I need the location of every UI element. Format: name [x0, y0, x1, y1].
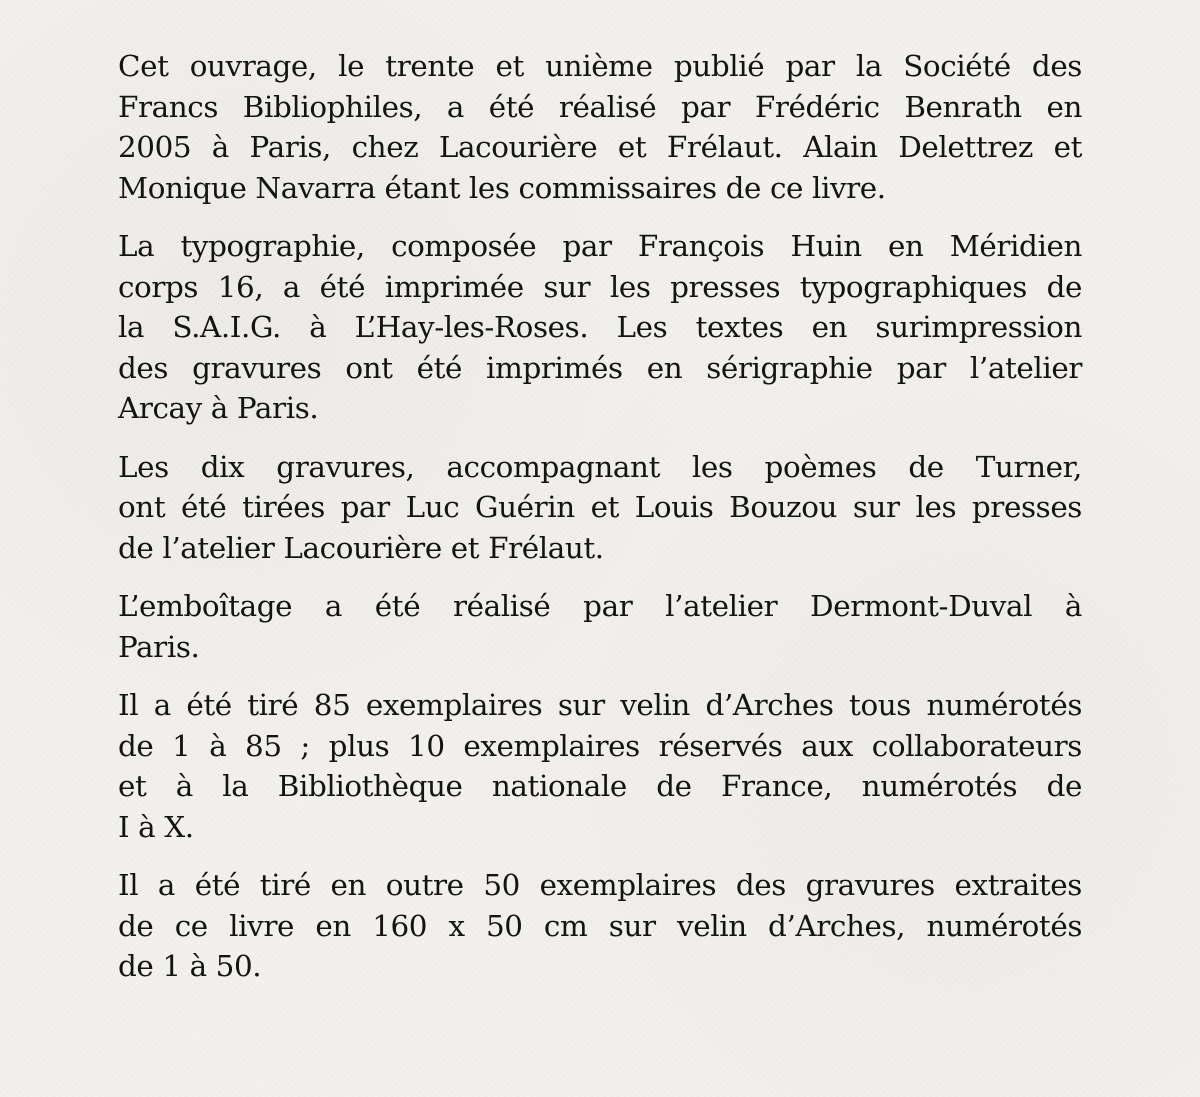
text-line: La typographie, composée par François Huin en Méridien	[118, 229, 1082, 263]
text-line: de ce livre en 160 x 50 cm sur velin d’Arches, numérotés	[118, 908, 1082, 943]
text-line: de l’atelier Lacourière et Frélaut.	[118, 530, 604, 565]
text-line: Arcay à Paris.	[118, 391, 319, 425]
text-line: Monique Navarra étant les commissaires de ce livre.	[118, 170, 886, 205]
text-line: corps 16, a été imprimée sur les presses typographiques de	[118, 269, 1082, 304]
text-line: Francs Bibliophiles, a été réalisé par Frédéric Benrath en	[118, 89, 1082, 124]
paragraph-edition	[118, 685, 1082, 847]
text-line: de 1 à 50.	[118, 949, 262, 983]
text-line: L’emboîtage a été réalisé par l’atelier Dermont-Duval à	[118, 589, 1082, 623]
text-line: Il a été tiré en outre 50 exemplaires des gravures extraites	[118, 868, 1082, 902]
colophon-text	[118, 46, 1082, 1005]
paragraph-prints	[118, 865, 1082, 987]
paragraph-binding	[118, 586, 1082, 667]
text-line: la S.A.I.G. à L’Hay-les-Roses. Les textes en surimpression	[118, 310, 1082, 344]
text-line: Paris.	[118, 629, 200, 664]
text-line: I à X.	[118, 809, 194, 844]
text-line: et à la Bibliothèque nationale de France, numérotés de	[118, 769, 1082, 803]
paragraph-publication	[118, 46, 1082, 208]
text-line: 2005 à Paris, chez Lacourière et Frélaut. Alain Delettrez et	[118, 130, 1082, 164]
text-line: ont été tirées par Luc Guérin et Louis Bouzou sur les presses	[118, 490, 1082, 524]
text-line: Cet ouvrage, le trente et unième publié par la Société des	[118, 49, 1082, 83]
text-line: Les dix gravures, accompagnant les poèmes de Turner,	[118, 449, 1082, 484]
text-line: de 1 à 85 ; plus 10 exemplaires réservés aux collaborateurs	[118, 728, 1082, 763]
text-line: Il a été tiré 85 exemplaires sur velin d’Arches tous numérotés	[118, 688, 1082, 722]
text-line: des gravures ont été imprimés en sérigraphie par l’atelier	[118, 350, 1082, 385]
paragraph-engravings	[118, 447, 1082, 569]
paragraph-typography	[118, 226, 1082, 429]
